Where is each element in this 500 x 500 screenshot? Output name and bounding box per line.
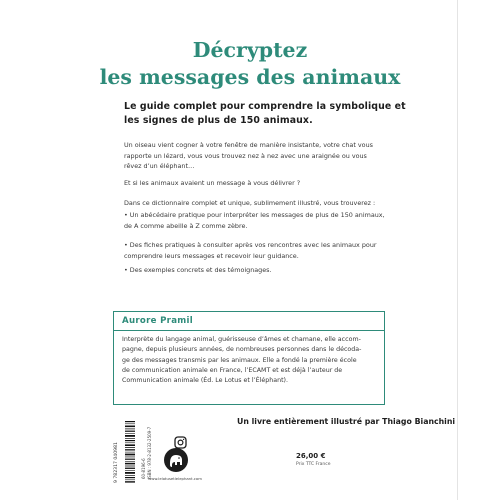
intro-tagline [124,100,406,128]
author-name: Aurore Pramil [122,316,194,326]
paragraph-scenario [124,140,394,172]
intro-line-1: Le guide complet pour comprendre la symbolique et [124,101,406,112]
publisher-url: www.lelotusetlelephant.com [148,476,202,481]
author-bio-line: ge des messages transmis par les animaux. Elle a fondé la première école [122,356,357,364]
bullet-line: • Des fiches pratiques à consulter après vos rencontres avec les animaux pour [124,241,377,249]
author-bio [122,335,378,386]
instagram-icon [174,436,187,449]
title-line-1: Décryptez [192,38,308,62]
paragraph-content-intro [124,198,394,209]
barcode-number: 9 782317 040981 [114,442,119,483]
bullet-line: • Un abécédaire pratique pour interpréter les messages de plus de 150 animaux, [124,211,385,219]
paragraph-line: rêvez d’un éléphant… [124,162,195,170]
paragraph-line: Un oiseau vient cogner à votre fenêtre de manière insistante, votre chat vous [124,141,373,149]
bullet-line: • Des exemples concrets et des témoignages. [124,266,272,274]
bullet-item-exemples [124,265,394,276]
intro-line-2: les signes de plus de 150 animaux. [124,115,313,126]
barcode-meta-1: 60-8196-6 [141,458,146,479]
bullet-item-abecedaire [124,210,394,231]
paragraph-line: Dans ce dictionnaire complet et unique, sublimement illustré, vous trouverez : [124,199,376,207]
price: 26,00 € [296,452,326,460]
bullet-line: comprendre leurs messages et recevoir leur guidance. [124,251,299,260]
spine-edge-divider [457,0,458,500]
author-bio-line: Communication animale (Éd. Le Lotus et l’Éléphant). [122,377,289,385]
author-box [113,311,385,405]
illustrator-credit: Un livre entièrement illustré par Thiago Bianchini [237,417,456,426]
bullet-line: de A comme abeille à Z comme zèbre. [124,221,248,230]
bullet-item-fiches [124,240,394,261]
barcode-meta-2: ISBN : 978-2-8132-2509-7 [147,426,152,479]
paragraph-line: rapporte un lézard, vous vous trouvez nez à nez avec une araignée ou vous [124,151,367,160]
author-divider [114,330,384,331]
title-line-2: les messages des animaux [99,65,401,89]
author-bio-line: Interprète du langage animal, guérisseuse d’âmes et chamane, elle accom- [122,336,361,343]
elephant-logo-icon [163,446,189,474]
author-bio-line: de communication animale en France, l’ECAMT et est déjà l’auteur de [122,366,343,374]
paragraph-line: Et si les animaux avaient un message à vous délivrer ? [124,179,301,187]
price-note: Prix TTC France [296,462,331,467]
paragraph-question [124,178,394,189]
author-bio-line: pagne, depuis plusieurs années, de nombreuses personnes dans le décoda- [122,346,362,354]
